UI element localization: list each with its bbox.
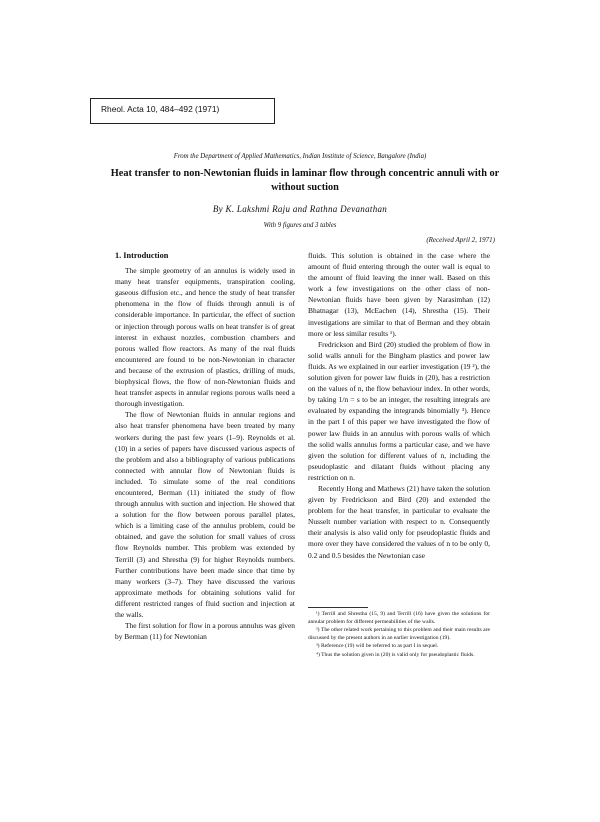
figures-note: With 9 figures and 3 tables [263,222,337,229]
left-column [115,250,295,642]
paragraph: fluids. This solution is obtained in the case where the amount of fluid entering through the outer wall is equal to the amount of fluid leaving the inner wall. Based on this work a few investigations on the other class of non-Newtonian fluids have been given by Narasimhan (12) Bhatnagar (13), McEachen (14), Shrestha (15). Their investigations are similar to that of Berman and they obtain more or less similar results ¹). [308,251,490,338]
footnote-divider [308,607,368,608]
footnotes [308,607,490,660]
section-heading: 1. Introduction [115,251,169,260]
footnote: ³) Reference (19) will be referred to as part I in sequel. [316,643,439,649]
paragraph: Fredrickson and Bird (20) studied the problem of flow in solid walls annuli for the Bingham plastics and power law fluids. As we explained in our earlier investigation (19 ²), the solution given for power law fluids in (20), has a restriction on the values of n, the flow behaviour index. In other words, by taking 1/n = s to be an integer, the resulting integrals are evaluated by expanding the integrands binomially ³). Hence in the part I of this paper we have investigated the flow of power law fluids in an annulus with porous walls of which the solid walls annulus forms a particular case, and we have given the solution for different values of n, including the pseudoplastic and dilatant fluids without placing any restriction on n. [308,339,490,482]
authors: By K. Lakshmi Raju and Rathna Devanathan [212,204,388,214]
paragraph: The flow of Newtonian fluids in annular regions and also heat transfer phenomena have been treated by many workers during the past few years (1–9). Reynolds et al. (10) in a series of papers have discussed various aspects of the problem and also a bibliography of various publications connected with annular flow of Newtonian fluids is included. To simulate some of the real conditions encountered, Berman (11) initiated the study of flow through annulus with suction and injection. He showed that a solution for the flow between porous parallel plates, which is a limiting case of the annulus problem, could be obtained, and gave the solution for small values of cross flow Reynolds number. This problem was extended by Terrill (3) and Shrestha (9) for higher Reynolds numbers. Further contributions have been made since that time by many workers (3–7). They have discussed the various approximate methods for obtaining solutions valid for different restricted ranges of fluid suction and injection at the walls. [115,410,295,619]
footnote: ¹) Terrill and Shrestha (15, 9) and Terrill (16) have given the solutions for annular problem for different permeabilities of the walls. [308,611,490,625]
right-column [308,250,490,561]
footnote: ²) The other related work pertaining to this problem and their main results are discussed by the present authors in an earlier investigation (19). [308,627,490,641]
paper-title: Heat transfer to non-Newtonian fluids in laminar flow through concentric annuli with or without suction [110,168,500,193]
received-date: (Received April 2, 1971) [426,236,495,244]
paragraph: The first solution for flow in a porous annulus was given by Berman (11) for Newtonian [115,621,295,642]
journal-reference-box [90,98,275,124]
journal-reference: Rheol. Acta 10, 484–492 (1971) [101,104,220,114]
paragraph: The simple geometry of an annulus is widely used in many heat transfer equipments, transpiration cooling, gaseous diffusion etc., and hence the study of heat transfer phenomena in the flow of fluids through annuli is of considerable importance. In particular, the effect of suction or injection through porous walls on heat transfer is of great interest in exhaust nozzles, combustion chambers and porous walled flow reactors. As many of the real fluids encountered are found to be non-Newtonian in character and because of the extrusion of plastics, drilling of muds, biophysical flows, the flow of non-Newtonian fluids and heat transfer aspects in annular regions porous walls need a thorough investigation. [115,266,295,409]
paragraph: Recently Hong and Mathews (21) have taken the solution given by Fredrickson and Bird (20) and extended the problem for the heat transfer, in particular to evaluate the Nusselt number variation with respect to n. Consequently their analysis is also valid only for pseudoplastic fluids and more over they have considered the values of n to be only 0, 0.2 and 0.5 besides the Newtonian case [308,483,490,560]
affiliation: From the Department of Applied Mathematics, Indian Institute of Science, Bangalore (India) [173,153,427,160]
footnote: ⁴) Thus the solution given in (20) is valid only for pseudoplastic fluids. [316,651,475,658]
